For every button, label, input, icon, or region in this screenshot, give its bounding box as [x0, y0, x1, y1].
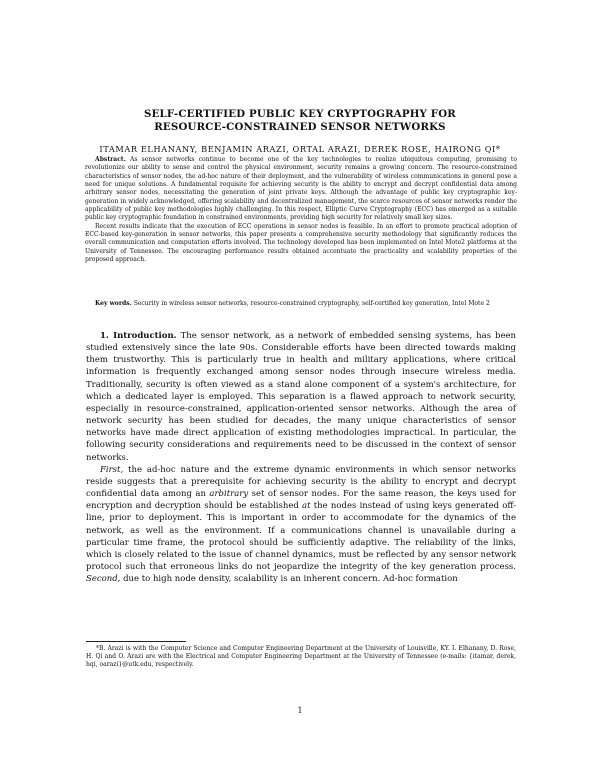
author-list: ITAMAR ELHANANY, BENJAMIN ARAZI, ORTAL ARAZI, DEREK ROSE, HAIRONG QI*	[99, 144, 501, 154]
intro-paragraph-1	[86, 330, 516, 464]
intro-text-2b: set of sensor nodes. For the same reason, the keys used for encryption and decryption should be established	[86, 489, 516, 512]
second-emph: Second,	[86, 574, 121, 585]
keywords	[85, 300, 517, 308]
intro-text-2a: the ad-hoc nature and the extreme dynamic environments in which sensor networks reside suggests that a prerequisite for achieving security is the ability to encrypt and decrypt confidential data among an	[86, 464, 516, 500]
page-number: 1	[297, 706, 303, 715]
section-heading: 1. Introduction.	[100, 331, 177, 341]
intro-text-2d: due to high node density, scalability is an inherent concern. Ad-hoc formation	[123, 574, 458, 585]
introduction-section	[86, 330, 516, 585]
intro-text-1: The sensor network, as a network of embedded sensing systems, has been studied extensively since the late 90s. Considerable efforts have been directed towards making them trustworthy. This is particularly true in health and military applications, where critical information is frequently exchanged among sensor nodes through insecure wireless media. Traditionally, security is often viewed as a stand alone component of a system's architecture, for which a dedicated layer is employed. This separation is a flawed approach to network security, especially in resource-constrained, application-oriented sensor networks. Although the area of network security has been studied for decades, the many unique characteristics of sensor networks have made direct application of existing methodologies impractical. In particular, the following security considerations and requirements need to be discussed in the context of sensor networks.	[86, 331, 517, 463]
abstract-text-1: As sensor networks continue to become one of the key technologies to realize ubiquitous computing, promising to revolutionize our ability to sense and control the physical environment, security remains a growing concern. The resource-constrained characteristics of sensor nodes, the ad-hoc nature of their deployment, and the vulnerability of wireless communications in general pose a need for unique solutions. A fundamental requisite for achieving security is the ability to encrypt and decrypt confidential data among arbitrary sensor nodes, necessitating the generation of joint private keys. Although the advantage of public key cryptographic key-generation in widely acknowledged, offering scalability and decentralized management, the scarce resources of sensor networks render the applicability of public key methodologies highly challenging. In this respect, Elliptic Curve Cryptography (ECC) has emerged as a suitable public key cryptographic foundation in constrained environments, providing high security for relatively small key sizes.	[85, 156, 517, 222]
footnote-rule	[86, 641, 186, 642]
arbitrary-emph: arbitrary	[209, 489, 249, 500]
title-line-2: RESOURCE-CONSTRAINED SENSOR NETWORKS	[154, 121, 446, 133]
footnote: *B. Arazi is with the Computer Science and Computer Engineering Department at the University of Louisville, KY. I. Elhanany, D. Rose, H. Qi and O. Arazi are with the Electrical and Computer Engineering Department at the University of Tennessee (e-mails: {itamar, derek, hqi, oarazi}@utk.edu, respectively.	[86, 645, 516, 669]
title-line-1: SELF-CERTIFIED PUBLIC KEY CRYPTOGRAPHY FOR	[144, 108, 456, 120]
abstract	[85, 156, 517, 264]
abstract-label: Abstract.	[95, 156, 126, 163]
intro-paragraph-2	[86, 464, 516, 586]
keywords-label: Key words.	[95, 300, 132, 307]
at-emph: at	[302, 501, 311, 512]
keywords-text: Security in wireless sensor networks, resource-constrained cryptography, self-certified key generation, Intel Mote 2	[133, 300, 490, 307]
abstract-para-2: Recent results indicate that the execution of ECC operations in sensor nodes is feasible. In an effort to promote practical adoption of ECC-based key-generation in sensor networks, this paper presents a comprehensive security methodology that significantly reduces the overall communication and computation efforts involved. The technology developed has been implemented on Intel Mote2 platforms at the University of Tennessee. The encouraging performance results obtained accentuate the practicality and scalability properties of the proposed approach.	[85, 222, 517, 264]
intro-text-2c: the nodes instead of using keys generated off-line, prior to deployment. This is important in order to accommodate for the dynamics of the network, as well as the environment. If a communications channel is unavailable during a particular time frame, the protocol should be sufficiently adaptive. The reliability of the links, which is closely related to the issue of channel dynamics, must be reflected by any sensor network protocol such that erroneous links do not jeopardize the integrity of the key generation process.	[86, 501, 517, 572]
first-emph: First,	[100, 464, 124, 475]
abstract-para-1	[85, 156, 517, 223]
